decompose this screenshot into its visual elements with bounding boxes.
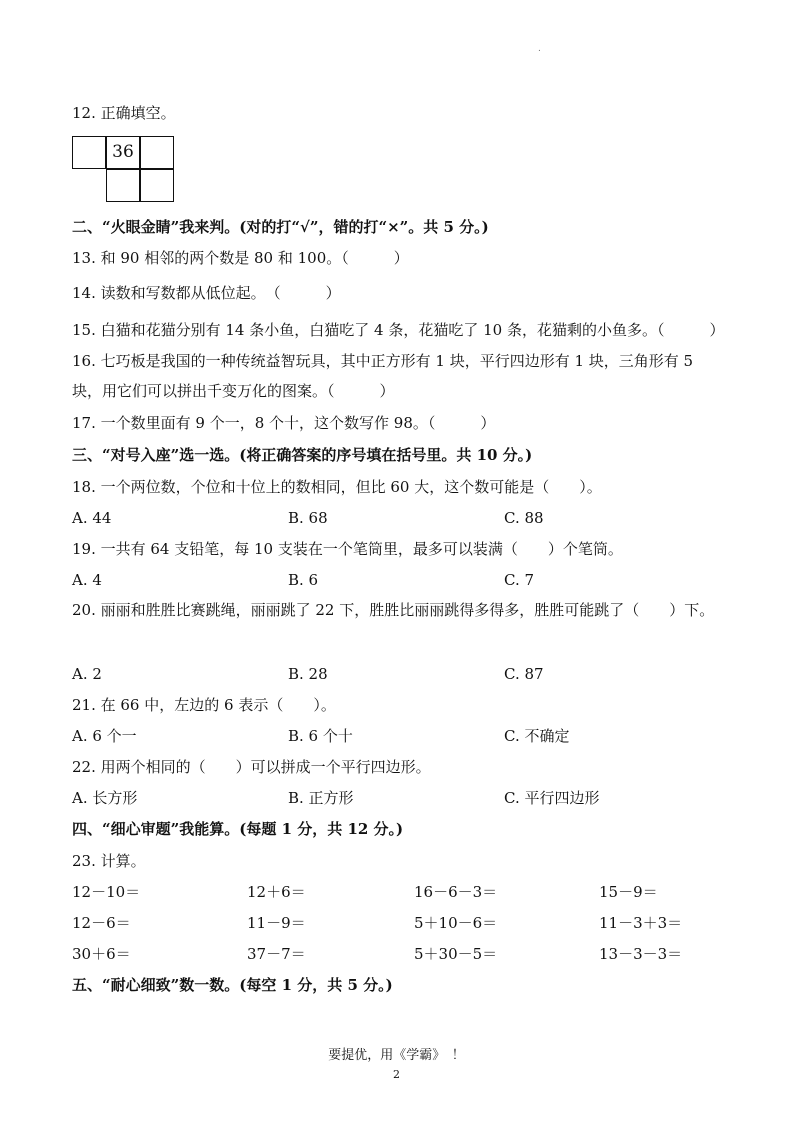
q18-option-a: A. 44 xyxy=(72,509,112,527)
grid-cell-empty[interactable] xyxy=(106,169,140,202)
q22-option-b: B. 正方形 xyxy=(288,789,354,807)
grid-cell-empty[interactable] xyxy=(140,169,174,202)
calc-item: 5＋10－6＝ xyxy=(414,914,498,932)
question-14: 14. 读数和写数都从低位起。 （ ） xyxy=(72,284,341,302)
page-number: 2 xyxy=(393,1068,400,1081)
question-20: 20. 丽丽和胜胜比赛跳绳，丽丽跳了 22 下，胜胜比丽丽跳得多得多，胜胜可能跳了（ ）下。 xyxy=(72,601,715,619)
question-12: 12. 正确填空。 xyxy=(72,104,176,122)
q21-option-a: A. 6 个一 xyxy=(72,727,137,745)
calc-item: 11－3＋3＝ xyxy=(599,914,683,932)
header-dot: . xyxy=(538,44,541,54)
question-13: 13. 和 90 相邻的两个数是 80 和 100。（ ） xyxy=(72,249,409,267)
calc-item: 5＋30－5＝ xyxy=(414,945,498,963)
q22-option-a: A. 长方形 xyxy=(72,789,138,807)
grid-cell-empty[interactable] xyxy=(72,136,106,169)
question-23: 23. 计算。 xyxy=(72,852,146,870)
calc-item: 12－10＝ xyxy=(72,883,141,901)
question-21: 21. 在 66 中，左边的 6 表示（ ）。 xyxy=(72,696,336,714)
q20-option-b: B. 28 xyxy=(288,665,328,683)
section-2-heading: 二、“火眼金睛”我来判。(对的打“√”，错的打“×”。共 5 分。) xyxy=(72,218,489,236)
footer-slogan: 要提优，用《学霸》 ！ xyxy=(328,1048,465,1063)
q18-option-c: C. 88 xyxy=(504,509,544,527)
q18-option-b: B. 68 xyxy=(288,509,328,527)
q19-option-b: B. 6 xyxy=(288,571,319,589)
q21-option-b: B. 6 个十 xyxy=(288,727,353,745)
calc-item: 12－6＝ xyxy=(72,914,131,932)
question-19: 19. 一共有 64 支铅笔，每 10 支装在一个笔筒里，最多可以装满（ ）个笔筒。 xyxy=(72,540,623,558)
grid-cell-given: 36 xyxy=(106,136,140,169)
q20-option-c: C. 87 xyxy=(504,665,544,683)
question-18: 18. 一个两位数，个位和十位上的数相同，但比 60 大，这个数可能是（ ）。 xyxy=(72,478,602,496)
calc-item: 13－3－3＝ xyxy=(599,945,683,963)
calc-item: 30＋6＝ xyxy=(72,945,131,963)
q20-option-a: A. 2 xyxy=(72,665,102,683)
section-5-heading: 五、“耐心细致”数一数。(每空 1 分，共 5 分。) xyxy=(72,976,393,994)
question-16: 16. 七巧板是我国的一种传统益智玩具，其中正方形有 1 块，平行四边形有 1 块，三角形有 5 块，用它们可以拼出千变万化的图案。（ ） xyxy=(72,352,694,400)
q21-option-c: C. 不确定 xyxy=(504,727,570,745)
calc-item: 16－6－3＝ xyxy=(414,883,498,901)
question-15: 15. 白猫和花猫分别有 14 条小鱼，白猫吃了 4 条，花猫吃了 10 条，花猫剩的小鱼多。（ ） xyxy=(72,321,725,339)
section-4-heading: 四、“细心审题”我能算。(每题 1 分，共 12 分。) xyxy=(72,820,404,838)
question-22: 22. 用两个相同的（ ）可以拼成一个平行四边形。 xyxy=(72,758,431,776)
calc-item: 12＋6＝ xyxy=(247,883,306,901)
q19-option-a: A. 4 xyxy=(72,571,102,589)
section-3-heading: 三、“对号入座”选一选。(将正确答案的序号填在括号里。共 10 分。) xyxy=(72,446,533,464)
q19-option-c: C. 7 xyxy=(504,571,535,589)
calc-item: 11－9＝ xyxy=(247,914,306,932)
calc-item: 37－7＝ xyxy=(247,945,306,963)
number-grid xyxy=(72,136,174,202)
q22-option-c: C. 平行四边形 xyxy=(504,789,600,807)
question-17: 17. 一个数里面有 9 个一，8 个十，这个数写作 98。（ ） xyxy=(72,414,496,432)
grid-cell-empty[interactable] xyxy=(140,136,174,169)
calc-item: 15－9＝ xyxy=(599,883,658,901)
